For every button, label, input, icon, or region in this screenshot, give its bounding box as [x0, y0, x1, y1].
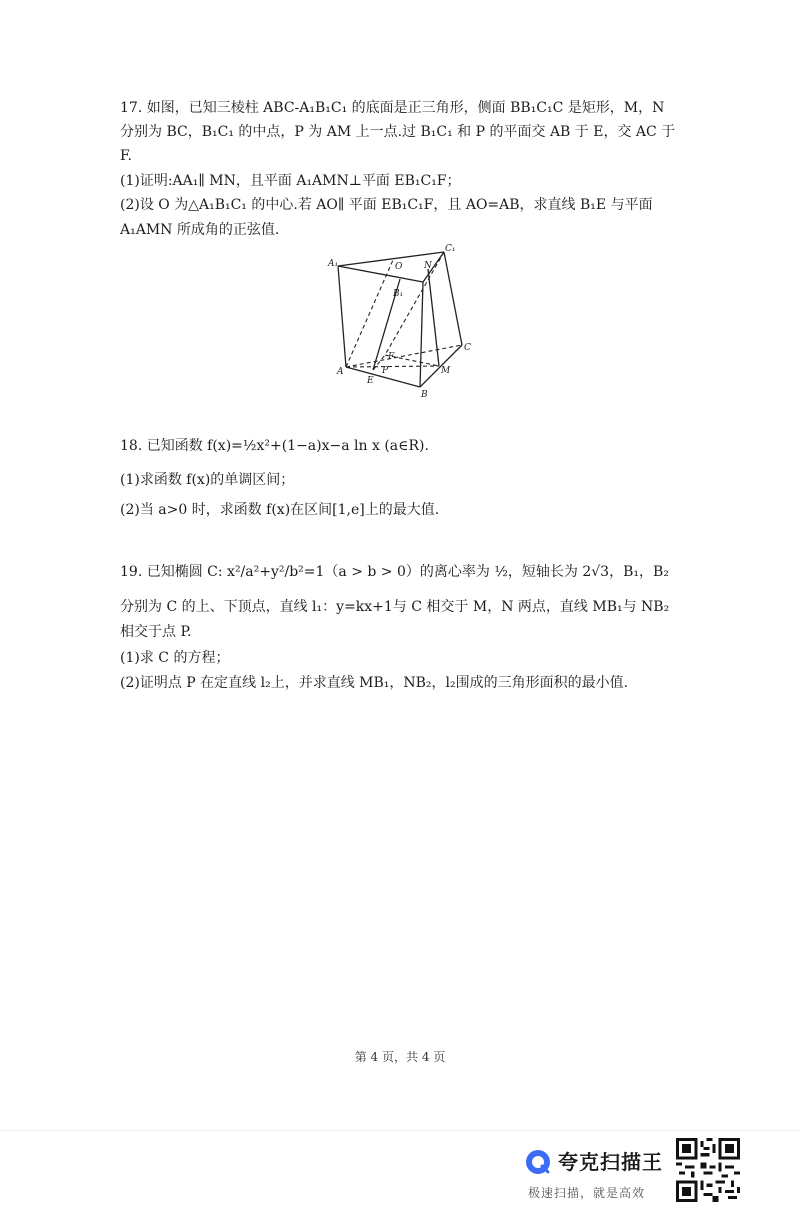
- footer-divider: [0, 1130, 800, 1131]
- label-m: M: [441, 366, 451, 376]
- q19-part-2: (2)证明点 P 在定直线 l₂上，并求直线 MB₁，NB₂，l₂围成的三角形面积的最小值.: [120, 675, 629, 691]
- edge-a1b1: [338, 266, 423, 282]
- label-a: A: [337, 367, 344, 377]
- line-ao-hidden: [346, 260, 393, 367]
- label-p: P: [382, 366, 389, 376]
- edge-ac-hidden: [346, 345, 462, 367]
- q19-stem-cont: 分别为 C 的上、下顶点，直线 l₁：y=kx+1与 C 相交于 M，N 两点，直线 MB₁与 NB₂: [120, 599, 670, 615]
- label-c1: C₁: [445, 244, 456, 254]
- label-a1: A₁: [328, 259, 339, 269]
- q17-part-1: (1)证明:AA₁∥ MN，且平面 A₁AMN⊥平面 EB₁C₁F；: [120, 173, 461, 189]
- label-n: N: [424, 261, 432, 271]
- label-c: C: [464, 343, 471, 353]
- edge-bb1: [420, 282, 423, 387]
- q18-part-1: (1)求函数 f(x)的单调区间；: [120, 472, 295, 488]
- q18-stem: 18. 已知函数 f(x)=½x²+(1−a)x−a ln x (a∈R).: [120, 438, 429, 454]
- q19-stem-end: 相交于点 P.: [120, 624, 192, 640]
- q17-line-3: F.: [120, 148, 132, 164]
- prism-figure: [325, 240, 485, 405]
- label-o: O: [395, 262, 403, 272]
- label-f: F: [388, 352, 395, 362]
- scanner-brand: [524, 1140, 674, 1202]
- prism-diagram: [325, 240, 485, 405]
- edge-aa1: [338, 266, 346, 367]
- q17-part-2: (2)设 O 为△A₁B₁C₁ 的中心.若 AO∥ 平面 EB₁C₁F，且 AO=AB，求直线 B₁E 与平面: [120, 197, 653, 213]
- brand-slogan: 极速扫描，就是高效: [528, 1186, 646, 1200]
- q17-line-1: 17. 如图，已知三棱柱 ABC-A₁B₁C₁ 的底面是正三角形，侧面 BB₁C₁C 是矩形，M，N: [120, 100, 665, 116]
- label-b: B: [421, 390, 428, 400]
- edge-cc1: [444, 252, 462, 345]
- brand-name: 夸克扫描王: [558, 1150, 663, 1174]
- label-b1: B₁: [393, 289, 404, 299]
- quark-logo-icon: [524, 1148, 552, 1176]
- line-am-hidden: [346, 366, 439, 367]
- q19-part-1: (1)求 C 的方程；: [120, 650, 230, 666]
- q17-line-2: 分别为 BC，B₁C₁ 的中点，P 为 AM 上一点.过 B₁C₁ 和 P 的平面交 AB 于 E，交 AC 于: [120, 124, 676, 140]
- line-c1f-hidden: [385, 252, 444, 355]
- page-number: 第 4 页，共 4 页: [354, 1050, 446, 1064]
- q18-part-2: (2)当 a>0 时，求函数 f(x)在区间[1,e]上的最大值.: [120, 502, 440, 518]
- qr-code-icon: [676, 1138, 740, 1202]
- label-e: E: [367, 376, 374, 386]
- q19-stem: 19. 已知椭圆 C: x²/a²+y²/b²=1（a > b > 0）的离心率为 ½，短轴长为 2√3，B₁，B₂: [120, 564, 669, 580]
- q17-part-2-cont: A₁AMN 所成角的正弦值.: [120, 222, 280, 238]
